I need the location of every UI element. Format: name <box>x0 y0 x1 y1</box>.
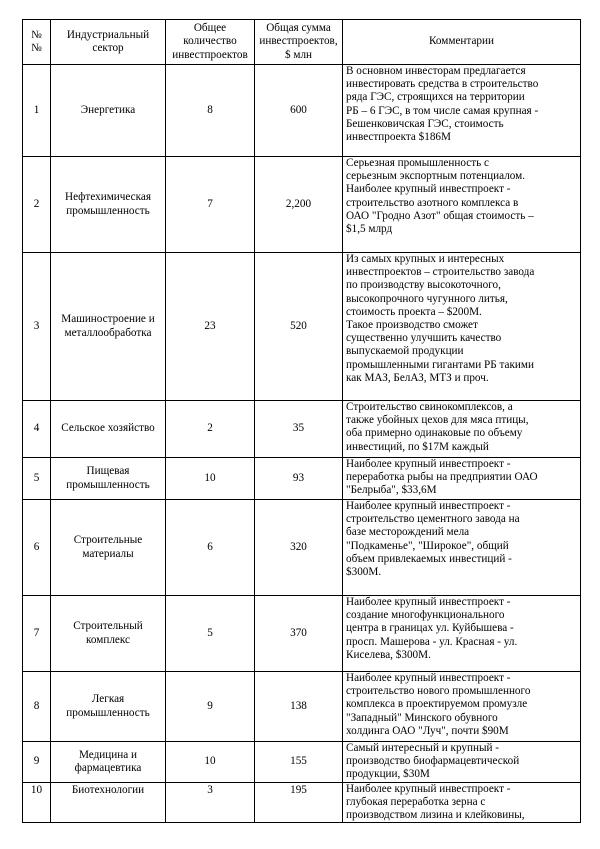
sector-cell: Нефтехимическая промышленность <box>51 157 166 253</box>
project-count-cell: 2 <box>166 401 255 458</box>
comment-cell: Наиболее крупный инвестпроект - строительство цементного завода на базе месторождений мела "Подкаменье", "Широкое", общий объем привлекаемых инвестиций - $300М. <box>343 500 581 596</box>
project-count-cell: 10 <box>166 742 255 783</box>
row-number-cell: 6 <box>23 500 51 596</box>
header-comment: Комментарии <box>343 20 581 65</box>
header-count: Общее количество инвестпроектов <box>166 20 255 65</box>
investment-sum-cell: 600 <box>255 65 343 157</box>
project-count-cell: 10 <box>166 458 255 500</box>
table-row <box>23 596 581 672</box>
comment-cell: Наиболее крупный инвестпроект - создание многофункционального центра в границах ул. Куйбышева - просп. Машерова - ул. Красная - ул. Киселева, $300М. <box>343 596 581 672</box>
row-number-cell: 2 <box>23 157 51 253</box>
comment-cell: Наиболее крупный инвестпроект - строительство нового промышленного комплекса в проектируемом промузле "Западный" Минского обувного холдинга ОАО "Луч", почти $90М <box>343 672 581 742</box>
row-number-cell: 8 <box>23 672 51 742</box>
project-count-cell: 5 <box>166 596 255 672</box>
row-number-cell: 4 <box>23 401 51 458</box>
table-row <box>23 458 581 500</box>
investment-sum-cell: 320 <box>255 500 343 596</box>
project-count-cell: 8 <box>166 65 255 157</box>
investment-sum-cell: 35 <box>255 401 343 458</box>
table-row <box>23 782 581 823</box>
table-row <box>23 500 581 596</box>
row-number-cell: 1 <box>23 65 51 157</box>
header-num: № № <box>23 20 51 65</box>
table-header-row <box>23 20 581 65</box>
comment-cell: Наиболее крупный инвестпроект - глубокая переработка зерна с производством лизина и клейковины, <box>343 782 581 823</box>
project-count-cell: 6 <box>166 500 255 596</box>
table-body <box>23 65 581 823</box>
project-count-cell: 3 <box>166 782 255 823</box>
investment-sum-cell: 2,200 <box>255 157 343 253</box>
investment-sum-cell: 93 <box>255 458 343 500</box>
sector-cell: Медицина и фармацевтика <box>51 742 166 783</box>
comment-cell: В основном инвесторам предлагается инвестировать средства в строительство ряда ГЭС, строящихся на территории РБ – 6 ГЭС, в том числе самая крупная - Бешенковичская ГЭС, стоимость инвестпроекта $186М <box>343 65 581 157</box>
project-count-cell: 23 <box>166 253 255 401</box>
row-number-cell: 7 <box>23 596 51 672</box>
investment-sum-cell: 195 <box>255 782 343 823</box>
project-count-cell: 7 <box>166 157 255 253</box>
table-row <box>23 65 581 157</box>
investment-sum-cell: 155 <box>255 742 343 783</box>
investment-table <box>22 19 581 823</box>
sector-cell: Легкая промышленность <box>51 672 166 742</box>
table-row <box>23 401 581 458</box>
investment-sum-cell: 520 <box>255 253 343 401</box>
sector-cell: Пищевая промышленность <box>51 458 166 500</box>
header-sum: Общая сумма инвестпроектов, $ млн <box>255 20 343 65</box>
table-row <box>23 157 581 253</box>
comment-cell: Серьезная промышленность с серьезным экспортным потенциалом. Наиболее крупный инвестпроект - строительство азотного комплекса в ОАО "Гродно Азот" общая стоимость – $1,5 млрд <box>343 157 581 253</box>
table-row <box>23 672 581 742</box>
comment-cell: Наиболее крупный инвестпроект - переработка рыбы на предприятии ОАО "Белрыба", $33,6М <box>343 458 581 500</box>
sector-cell: Сельское хозяйство <box>51 401 166 458</box>
sector-cell: Энергетика <box>51 65 166 157</box>
sector-cell: Строительные материалы <box>51 500 166 596</box>
comment-cell: Самый интересный и крупный - производство биофармацевтической продукции, $30М <box>343 742 581 783</box>
comment-cell: Из самых крупных и интересных инвестпроектов – строительство завода по производству высокоточного, высокопрочного чугунного литья, стоимость проекта – $200М. Такое производство сможет существенно улучшить качество выпускаемой продукции промышленными гигантами РБ такими как МАЗ, БелАЗ, МТЗ и проч. <box>343 253 581 401</box>
sector-cell: Машиностроение и металлообработка <box>51 253 166 401</box>
header-sector: Индустриальный сектор <box>51 20 166 65</box>
row-number-cell: 5 <box>23 458 51 500</box>
table-row <box>23 742 581 783</box>
investment-sum-cell: 138 <box>255 672 343 742</box>
investment-sum-cell: 370 <box>255 596 343 672</box>
row-number-cell: 3 <box>23 253 51 401</box>
project-count-cell: 9 <box>166 672 255 742</box>
sector-cell: Биотехнологии <box>51 782 166 823</box>
row-number-cell: 9 <box>23 742 51 783</box>
comment-cell: Строительство свинокомплексов, а также убойных цехов для мяса птицы, оба примерно одинаковые по объему инвестиций, по $17М каждый <box>343 401 581 458</box>
table-row <box>23 253 581 401</box>
sector-cell: Строительный комплекс <box>51 596 166 672</box>
row-number-cell: 10 <box>23 782 51 823</box>
